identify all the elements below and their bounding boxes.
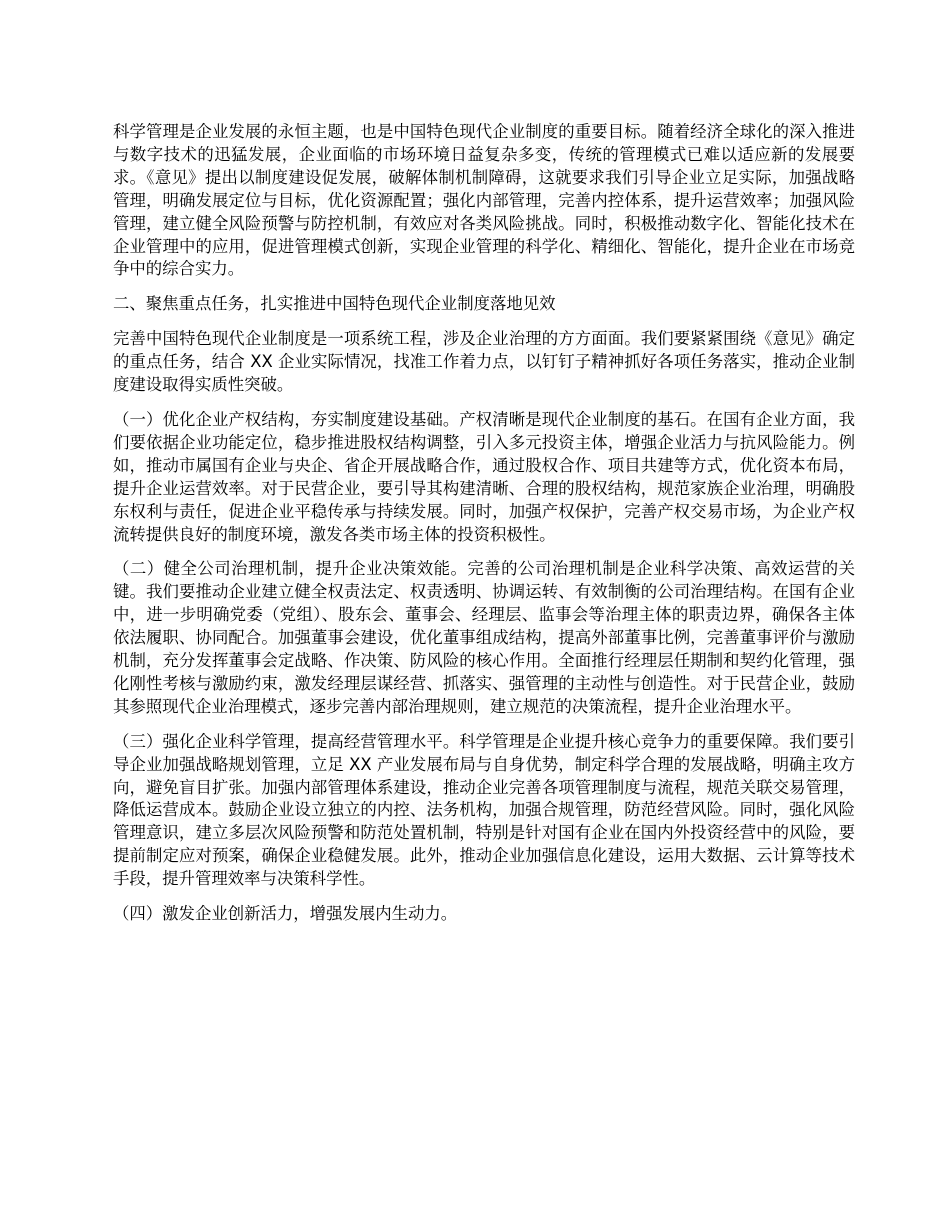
body-paragraph: （三）强化企业科学管理，提高经营管理水平。科学管理是企业提升核心竞争力的重要保障。我们要引导企业加强战略规划管理，立足 XX 产业发展布局与自身优势，制定科学合理的发展战略，明确主攻方向，避免盲目扩张。加强内部管理体系建设，推动企业完善各项管理制度与流程，规范关联交易管理，降低运营成本。鼓励企业设立独立的内控、法务机构，加强合规管理，防范经营风险。同时，强化风险管理意识，建立多层次风险预警和防范处置机制，特别是针对国有企业在国内外投资经营中的风险，要提前制定应对预案，确保企业稳健发展。此外，推动企业加强信息化建设，运用大数据、云计算等技术手段，提升管理效率与决策科学性。 [113, 731, 855, 889]
body-paragraph: （一）优化企业产权结构，夯实制度建设基础。产权清晰是现代企业制度的基石。在国有企业方面，我们要依据企业功能定位，稳步推进股权结构调整，引入多元投资主体，增强企业活力与抗风险能力。例如，推动市属国有企业与央企、省企开展战略合作，通过股权合作、项目共建等方式，优化资本布局，提升企业运营效率。对于民营企业，要引导其构建清晰、合理的股权结构，规范家族企业治理，明确股东权利与责任，促进企业平稳传承与持续发展。同时，加强产权保护，完善产权交易市场，为企业产权流转提供良好的制度环境，激发各类市场主体的投资积极性。 [113, 409, 855, 544]
body-paragraph: 完善中国特色现代企业制度是一项系统工程，涉及企业治理的方方面面。我们要紧紧围绕《意见》确定的重点任务，结合 XX 企业实际情况，找准工作着力点，以钉钉子精神抓好各项任务落实，推动企业制度建设取得实质性突破。 [113, 329, 855, 395]
body-paragraph: （二）健全公司治理机制，提升企业决策效能。完善的公司治理机制是企业科学决策、高效运营的关键。我们要推动企业建立健全权责法定、权责透明、协调运转、有效制衡的公司治理结构。在国有企业中，进一步明确党委（党组）、股东会、董事会、经理层、监事会等治理主体的职责边界，确保各主体依法履职、协同配合。加强董事会建设，优化董事组成结构，提高外部董事比例，完善董事评价与激励机制，充分发挥董事会定战略、作决策、防风险的核心作用。全面推行经理层任期制和契约化管理，强化刚性考核与激励约束，激发经理层谋经营、抓落实、强管理的主动性与创造性。对于民营企业，鼓励其参照现代企业治理模式，逐步完善内部治理规则，建立规范的决策流程，提升企业治理水平。 [113, 559, 855, 716]
subsection-heading: （四）激发企业创新活力，增强发展内生动力。 [113, 904, 458, 924]
body-paragraph: 科学管理是企业发展的永恒主题，也是中国特色现代企业制度的重要目标。随着经济全球化的深入推进与数字技术的迅猛发展，企业面临的市场环境日益复杂多变，传统的管理模式已难以适应新的发展要求。《意见》提出以制度建设促发展，破解体制机制障碍，这就要求我们引导企业立足实际，加强战略管理，明确发展定位与目标，优化资源配置；强化内部管理，完善内控体系，提升运营效率；加强风险管理，建立健全风险预警与防控机制，有效应对各类风险挑战。同时，积极推动数字化、智能化技术在企业管理中的应用，促进管理模式创新，实现企业管理的科学化、精细化、智能化，提升企业在市场竞争中的综合实力。 [113, 122, 855, 279]
section-heading: 二、聚焦重点任务，扎实推进中国特色现代企业制度落地见效 [113, 294, 556, 314]
